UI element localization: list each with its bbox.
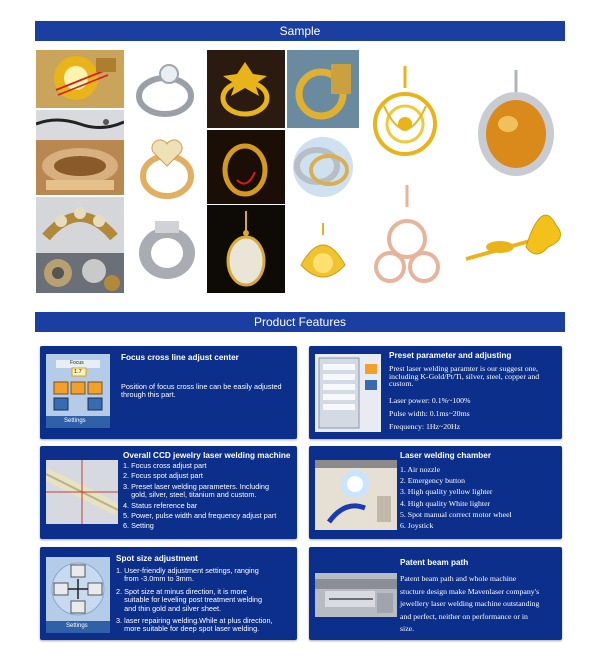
spot-item-3-cont: more suitable for deep spot laser welding.	[116, 624, 260, 634]
chamber-item-4: 4. High quality White lighter	[400, 498, 491, 508]
settings-label: Settings	[64, 418, 86, 424]
sample-photo-silver-wide-ring	[127, 205, 205, 293]
ccd-item-2: 2. Focus spot adjust part	[123, 471, 203, 481]
card-text-laser-power: Laser power: 0.1%~100%	[389, 396, 471, 405]
sample-photo-gold-tiger-ring	[287, 50, 359, 128]
chamber-item-1: 1. Air nozzle	[400, 465, 441, 474]
sample-photo-silver-bands	[287, 130, 359, 204]
sample-photo-jade-pendant	[207, 205, 285, 293]
sample-photo-glasses-frame	[36, 110, 124, 140]
sample-photo-rose-gold-pendant	[368, 183, 446, 291]
spot-feature-list	[116, 567, 296, 634]
ccd-item-5: 5. Power, pulse width and frequency adjust part	[123, 511, 277, 521]
features-section-title: Product Features	[253, 315, 347, 329]
card-title-focus-cross: Focus cross line adjust center	[121, 353, 239, 362]
sample-photo-heart-ring	[127, 130, 205, 204]
sample-photo-watch-movement	[36, 253, 124, 293]
sample-photo-dental-frame	[36, 197, 124, 253]
chamber-item-2: 2. Emergency button	[400, 476, 466, 486]
features-section-header	[35, 312, 565, 332]
spot-item-2: 2. Spot size at minus direction, it is more	[116, 586, 247, 596]
card-title-ccd: Overall CCD jewelry laser welding machine	[123, 451, 291, 460]
sample-photo-dental-bridge	[36, 140, 124, 195]
spot-item-2-cont-b: and thin gold and silver sheet.	[116, 603, 222, 613]
beam-line-3: jewellery laser welding machine outstanding	[400, 599, 540, 609]
sample-photo-gold-star-ring	[207, 50, 285, 128]
ccd-item-4: 4. Status reference bar	[123, 500, 198, 510]
ccd-feature-list	[123, 462, 295, 531]
card-title-preset: Preset parameter and adjusting	[389, 351, 512, 360]
chamber-item-5: 5. Spot manual correct motor wheel	[400, 509, 512, 519]
card-text-pulse-width: Pulse width: 0.1ms~20ms	[389, 409, 470, 418]
sample-photo-gold-flower-welding	[36, 50, 124, 108]
ccd-view-screenshot	[46, 460, 118, 524]
beam-line-4: and perfect, neither on performance or in	[400, 611, 528, 621]
beam-path-photo	[315, 573, 397, 617]
feature-card-spot-size	[40, 547, 297, 640]
focus-control-screenshot	[46, 354, 110, 428]
sample-photo-gold-leaf-pendant	[287, 205, 359, 293]
feature-card-focus-cross	[40, 346, 297, 439]
beam-line-2: stucture design make Mavenlaser company's	[400, 586, 540, 596]
spot-item-2-cont-a: suitable for leveling post treatment welding	[116, 595, 263, 605]
ccd-item-1: 1. Focus cross adjust part	[123, 461, 207, 470]
card-title-beam-path: Patent beam path	[400, 558, 469, 567]
beam-line-5: size.	[400, 624, 415, 634]
spot-item-1-cont: from -3.0mm to 3mm.	[116, 574, 194, 584]
ccd-item-3-cont: gold, silver, steel, titanium and custom.	[123, 490, 257, 500]
settings-label-2: Settings	[66, 623, 88, 629]
chamber-item-6: 6. Joystick	[400, 521, 434, 531]
sample-section-title: Sample	[279, 24, 321, 38]
chamber-photo	[315, 460, 397, 530]
spot-control-screenshot	[46, 557, 110, 633]
focus-panel-label: Focus	[70, 360, 84, 366]
card-text-focus-cross: Position of focus cross line can be easily adjusted through this part.	[121, 382, 282, 400]
sample-photo-gold-ring-dark	[207, 130, 285, 204]
spot-item-3: 3. laser repairing welding.While at plus direction,	[116, 616, 273, 626]
card-text-preset-intro: Prest laser welding paramter is our suggest one, including K-Gold/Pt/Ti, silver, steel, copper and custom.	[389, 364, 540, 389]
feature-card-chamber	[309, 446, 562, 539]
card-text-frequency: Frequency: 1Hz~20Hz	[389, 422, 461, 431]
card-title-chamber: Laser welding chamber	[400, 451, 492, 460]
sample-photo-silver-diamond-ring	[127, 50, 205, 128]
feature-card-beam-path	[309, 547, 562, 640]
preset-panel-screenshot	[315, 354, 381, 432]
feature-card-preset	[309, 346, 562, 439]
spot-item-1: 1. User-friendly adjustment settings, ranging	[116, 566, 259, 575]
feature-card-ccd	[40, 446, 297, 539]
chamber-feature-list	[400, 464, 560, 531]
beam-path-paragraph	[400, 573, 562, 636]
sample-photo-gold-lily-flower	[460, 195, 570, 277]
sample-photo-amber-pendant	[470, 68, 562, 180]
card-title-spot-size: Spot size adjustment	[116, 554, 198, 563]
focus-panel-value: 1.7	[74, 369, 82, 375]
sample-section-header	[35, 21, 565, 41]
ccd-item-6: 6. Setting	[123, 521, 154, 531]
sample-photo-gold-filigree-pendant	[364, 62, 446, 172]
beam-line-1: Patent beam path and whole machine	[400, 574, 517, 583]
chamber-item-3: 3. High quality yellow lighter	[400, 487, 493, 497]
ccd-item-3: 3. Preset laser welding parameters. Including	[123, 481, 270, 491]
